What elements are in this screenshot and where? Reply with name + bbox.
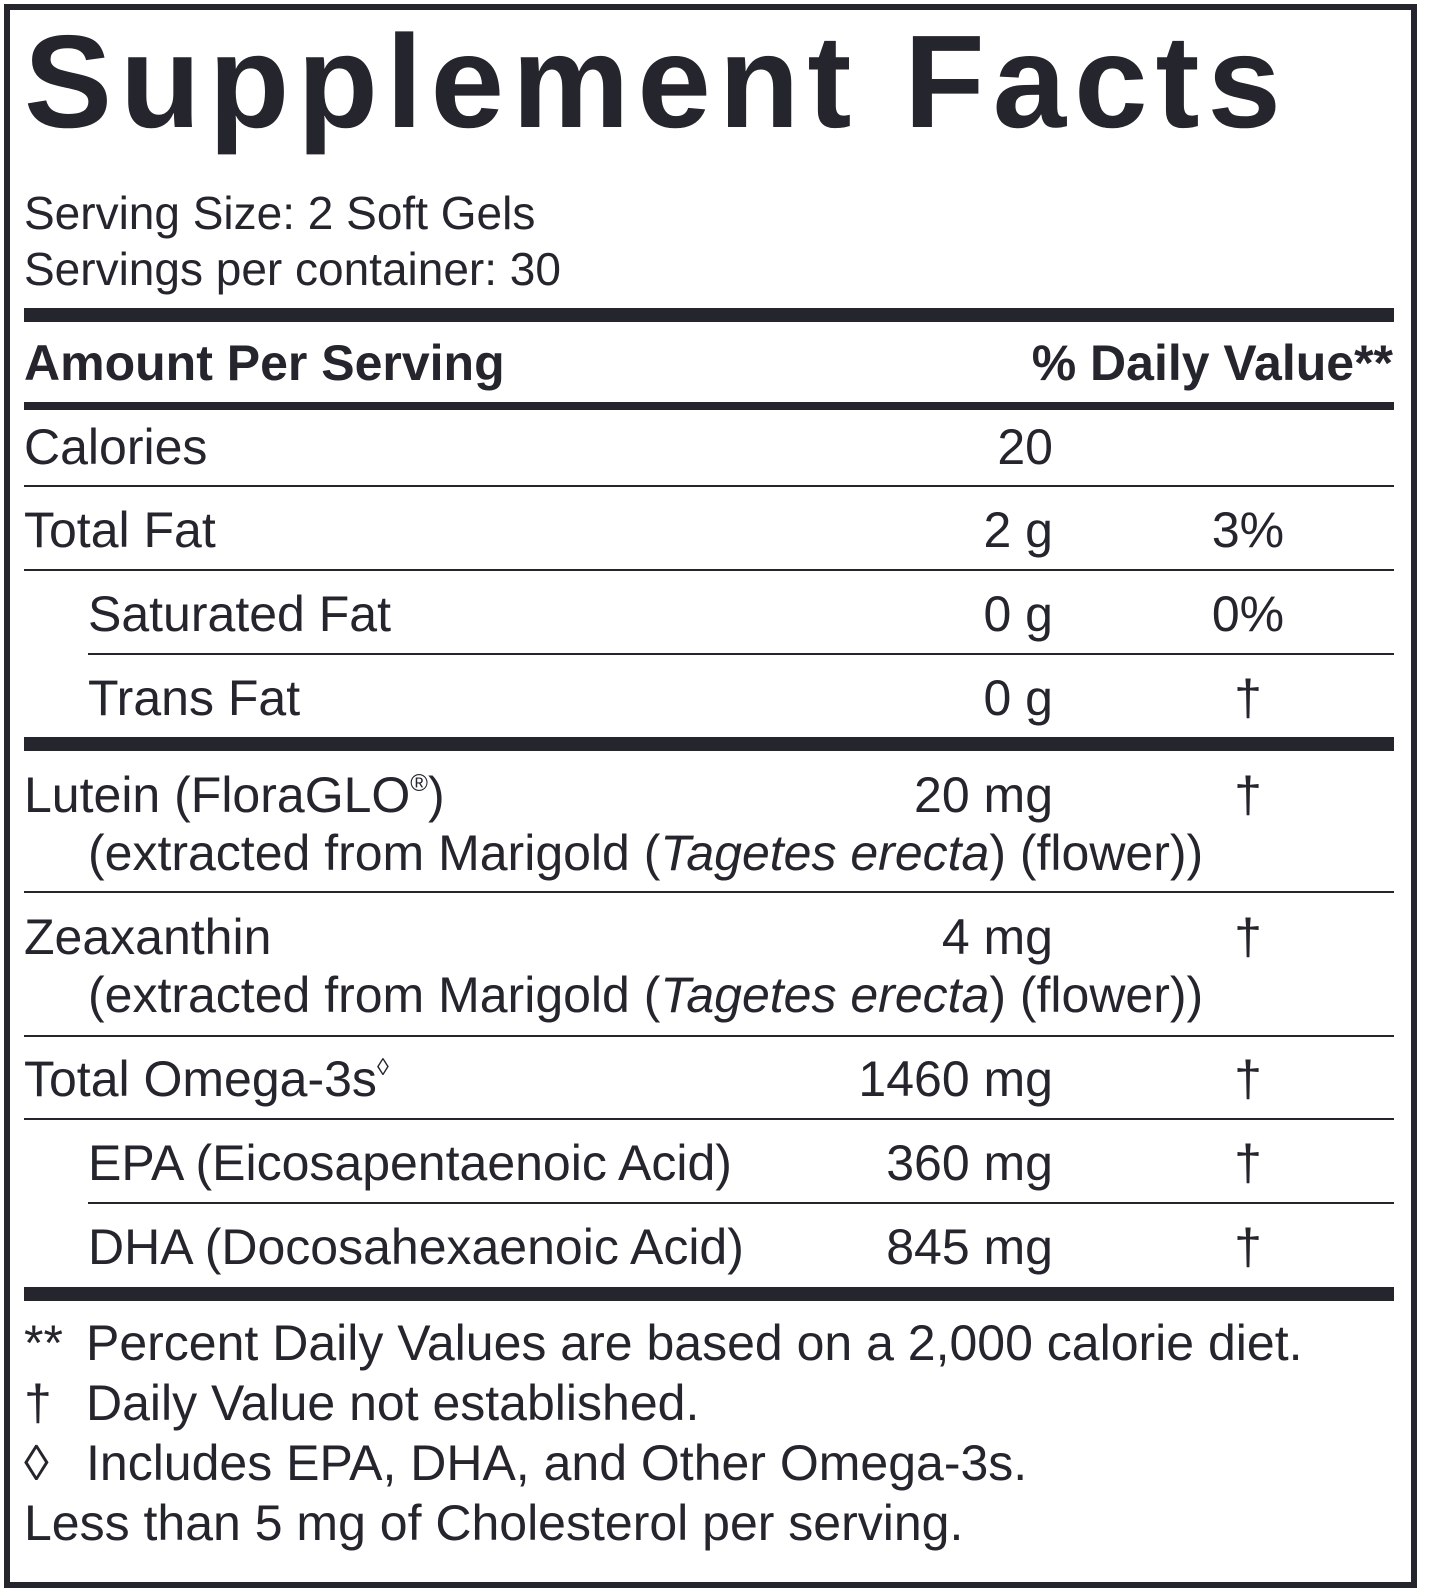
nutrient-dv-total-omega-3s: † xyxy=(1234,1051,1262,1107)
nutrient-name-trans-fat: Trans Fat xyxy=(88,670,301,726)
diamond-mark: ◊ xyxy=(376,1054,389,1081)
nutrient-name-total-omega-3s: Total Omega-3s◊ xyxy=(24,1051,389,1107)
nutrient-amount-trans-fat: 0 g xyxy=(983,670,1053,726)
nutrient-amount-zeaxanthin: 4 mg xyxy=(941,909,1053,965)
nutrient-dv-total-fat: 3% xyxy=(1211,502,1285,558)
nutrient-amount-lutein: 20 mg xyxy=(914,767,1053,823)
registered-mark: ® xyxy=(410,770,428,797)
nutrient-amount-epa: 360 mg xyxy=(886,1135,1053,1191)
nutrient-name-dha: DHA (Docosahexaenoic Acid) xyxy=(88,1219,744,1275)
nutrient-amount-total-omega-3s: 1460 mg xyxy=(858,1051,1053,1107)
footnote-cholesterol: Less than 5 mg of Cholesterol per serving. xyxy=(24,1495,964,1551)
row-divider xyxy=(24,1118,1394,1120)
amount-per-serving-header: Amount Per Serving xyxy=(24,335,505,391)
thick-divider xyxy=(24,1287,1394,1301)
nutrient-name-saturated-fat: Saturated Fat xyxy=(88,586,391,642)
row-divider xyxy=(24,485,1394,487)
nutrient-name-calories: Calories xyxy=(24,419,208,475)
nutrient-dv-saturated-fat: 0% xyxy=(1211,586,1285,642)
nutrient-name-epa: EPA (Eicosapentaenoic Acid) xyxy=(88,1135,732,1191)
row-divider xyxy=(24,1035,1394,1037)
footnote-omega-3s: ◊ Includes EPA, DHA, and Other Omega-3s. xyxy=(24,1435,1028,1491)
row-divider xyxy=(24,891,1394,893)
nutrient-dv-trans-fat: † xyxy=(1234,670,1262,726)
nutrient-amount-dha: 845 mg xyxy=(886,1219,1053,1275)
thick-divider xyxy=(24,737,1394,751)
nutrient-source-zeaxanthin: (extracted from Marigold (Tagetes erecta) (flower)) xyxy=(88,967,1204,1023)
nutrient-name-zeaxanthin: Zeaxanthin xyxy=(24,909,272,965)
nutrient-dv-dha: † xyxy=(1234,1219,1262,1275)
nutrient-dv-epa: † xyxy=(1234,1135,1262,1191)
servings-per-container: Servings per container: 30 xyxy=(24,243,561,295)
row-divider xyxy=(88,1202,1394,1204)
row-divider xyxy=(24,569,1394,571)
nutrient-amount-calories: 20 xyxy=(997,419,1053,475)
nutrient-amount-saturated-fat: 0 g xyxy=(983,586,1053,642)
daily-value-header: % Daily Value** xyxy=(1031,335,1393,391)
footnote-not-established: † Daily Value not established. xyxy=(24,1375,700,1431)
thick-divider xyxy=(24,308,1394,322)
serving-size: Serving Size: 2 Soft Gels xyxy=(24,187,536,239)
nutrient-amount-total-fat: 2 g xyxy=(983,502,1053,558)
nutrient-dv-zeaxanthin: † xyxy=(1234,909,1262,965)
page-title: Supplement Facts xyxy=(24,8,1289,155)
nutrient-name-total-fat: Total Fat xyxy=(24,502,216,558)
nutrient-dv-lutein: † xyxy=(1234,767,1262,823)
row-divider xyxy=(88,653,1394,655)
footnote-daily-values: ** Percent Daily Values are based on a 2,000 calorie diet. xyxy=(24,1315,1303,1371)
nutrient-source-lutein: (extracted from Marigold (Tagetes erecta) (flower)) xyxy=(88,825,1204,881)
header-divider xyxy=(24,402,1394,410)
nutrient-name-lutein: Lutein (FloraGLO®) xyxy=(24,767,445,823)
